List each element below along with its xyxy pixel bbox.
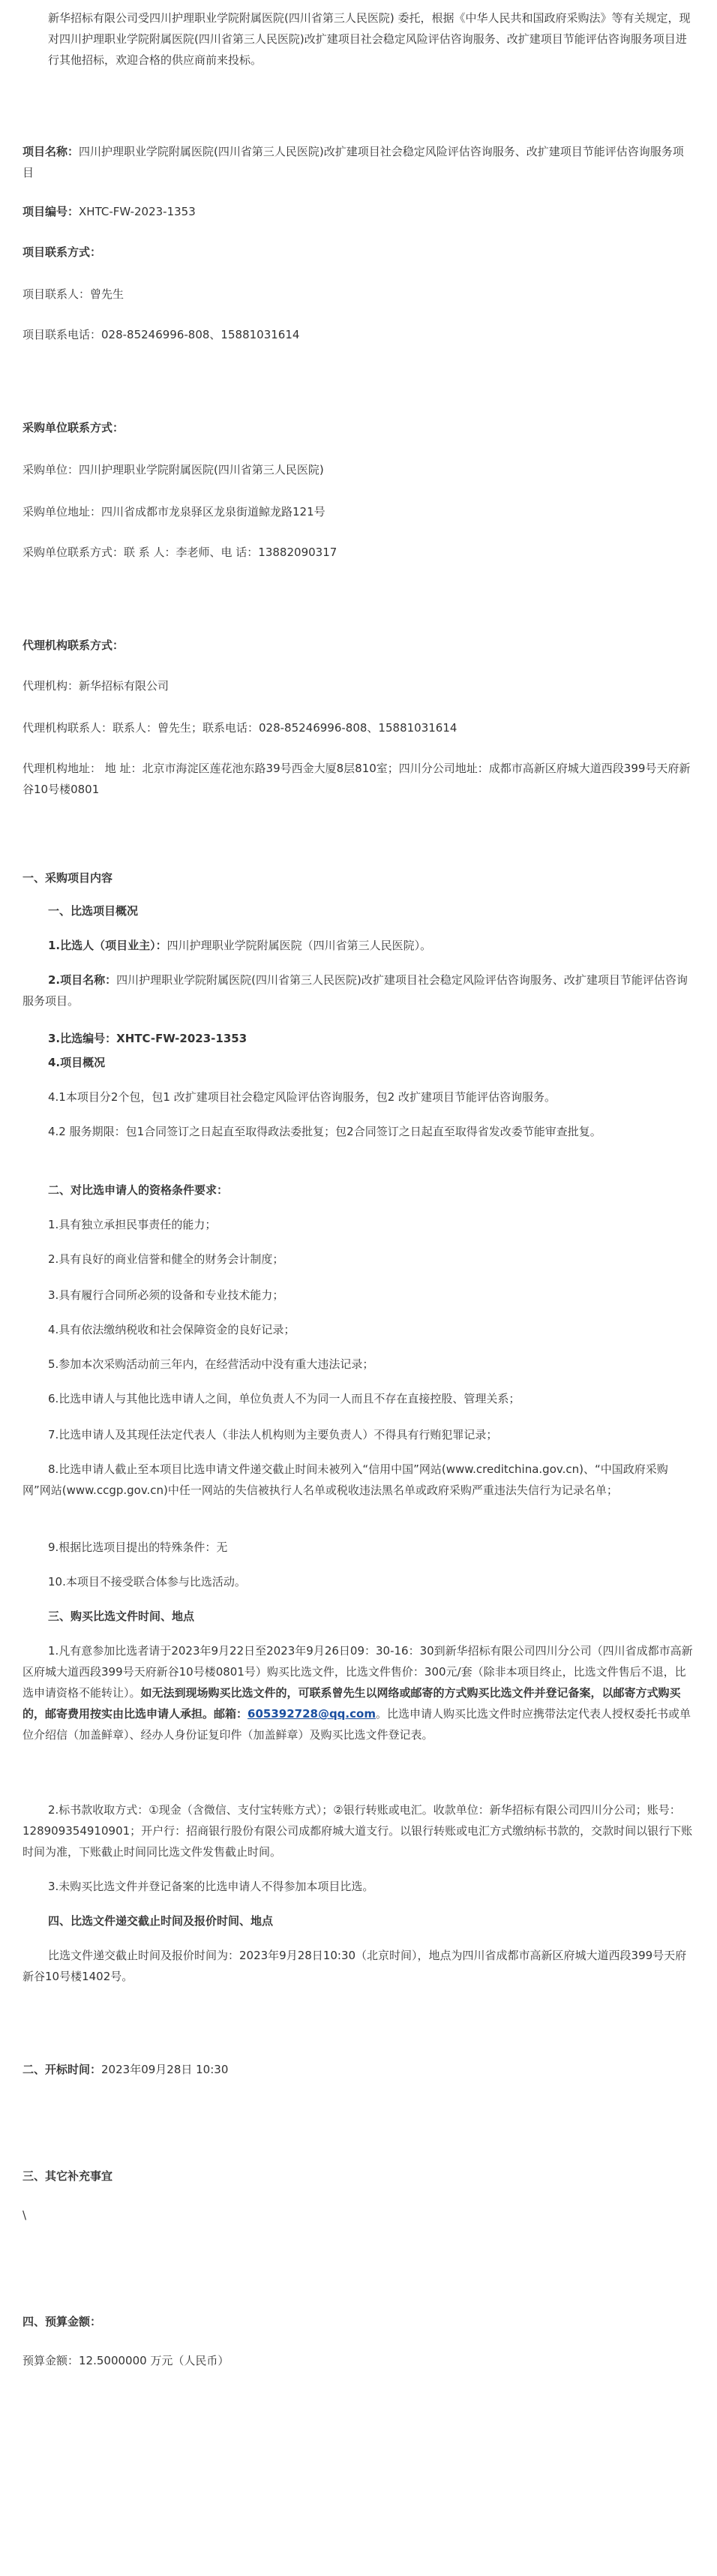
email-link[interactable]: 605392728@qq.com — [248, 1707, 376, 1721]
section-1-heading: 一、采购项目内容 — [22, 871, 113, 885]
project-contact-person: 项目联系人：曾先生 — [22, 287, 124, 301]
subsection-2-heading: 二、对比选申请人的资格条件要求： — [48, 1183, 229, 1197]
purchase-item-1-requirements: 。比选申请人购买比选文件时应携带法定代表人授权委托书或单位介绍信（加盖鲜章）、经办人身份证复印件（加盖鲜章）及购买比选文件登记表。 — [22, 1707, 691, 1742]
qualification-8: 8.比选申请人截止至本项目比选申请文件递交截止时间未被列入“信用中国”网站(www.creditchina.gov.cn)、“中国政府采购网”网站(www.ccgp.gov.cn)中任一网站的失信被执行人名单或税收违法黑名单或政府采购严重违法失信行为记录名单； — [22, 1462, 668, 1497]
opening-time-value: 2023年09月28日 10:30 — [101, 2063, 229, 2076]
agency-name: 代理机构：新华招标有限公司 — [22, 679, 170, 693]
project-contact-phone: 项目联系电话：028-85246996-808、15881031614 — [22, 328, 300, 341]
qualification-7: 7.比选申请人及其现任法定代表人（非法人机构则为主要负责人）不得具有行贿犯罪记录； — [48, 1428, 498, 1441]
purchaser-address: 采购单位地址：四川省成都市龙泉驿区龙泉街道鲸龙路121号 — [22, 505, 326, 519]
item-1 — [48, 935, 694, 956]
purchaser-contact: 采购单位联系方式：联 系 人：李老师、电 话：13882090317 — [22, 546, 338, 559]
qualification-3: 3.具有履行合同所必须的设备和专业技术能力； — [48, 1288, 284, 1302]
opening-time — [22, 2059, 694, 2080]
project-code-value: XHTC-FW-2023-1353 — [79, 205, 196, 218]
qualification-1: 1.具有独立承担民事责任的能力； — [48, 1218, 217, 1231]
purchase-item-2: 2.标书款收取方式：①现金（含微信、支付宝转账方式）；②银行转账或电汇。收款单位：新华招标有限公司四川分公司；账号：128909354910901；开户行：招商银行股份有限公司成都府城大道支行。以银行转账或电汇方式缴纳标书款的，交款时间以银行下账时间为准，下账截止时间同比选文件发售截止时间。 — [22, 1803, 693, 1859]
agency-address: 代理机构地址： 地 址：北京市海淀区莲花池东路39号西金大厦8层810室；四川分公司地址：成都市高新区府城大道西段399号天府新谷10号楼0801 — [22, 762, 691, 796]
qualification-4: 4.具有依法缴纳税收和社会保障资金的良好记录； — [48, 1323, 296, 1336]
section-4-heading: 四、预算金额： — [22, 2315, 102, 2328]
purchase-item-1 — [22, 1640, 694, 1745]
project-contact-heading: 项目联系方式： — [22, 245, 102, 259]
project-code-label: 项目编号： — [22, 205, 80, 218]
item-4-2: 4.2 服务期限：包1合同签订之日起直至取得政法委批复；包2合同签订之日起直至取得省发改委节能审查批复。 — [48, 1125, 602, 1138]
item-3: 3.比选编号：XHTC-FW-2023-1353 — [48, 1032, 248, 1045]
qualification-2: 2.具有良好的商业信誉和健全的财务会计制度； — [48, 1252, 284, 1266]
qualification-5: 5.参加本次采购活动前三年内，在经营活动中没有重大违法记录； — [48, 1357, 374, 1371]
item-4-1: 4.1本项目分2个包，包1 改扩建项目社会稳定风险评估咨询服务，包2 改扩建项目节能评估咨询服务。 — [48, 1090, 556, 1104]
intro-paragraph: 新华招标有限公司受四川护理职业学院附属医院(四川省第三人民医院) 委托，根据《中华人民共和国政府采购法》等有关规定，现对四川护理职业学院附属医院(四川省第三人民医院)改扩建项目社会稳定风险评估咨询服务、改扩建项目节能评估咨询服务项目进行其他招标，欢迎合格的供应商前来投标。 — [48, 11, 691, 67]
item-2-value: 四川护理职业学院附属医院(四川省第三人民医院)改扩建项目社会稳定风险评估咨询服务、改扩建项目节能评估咨询服务项目。 — [22, 973, 688, 1008]
agency-contact: 代理机构联系人：联系人：曾先生；联系电话：028-85246996-808、15881031614 — [22, 721, 458, 735]
purchase-item-3: 3.未购买比选文件并登记备案的比选申请人不得参加本项目比选。 — [48, 1880, 374, 1893]
item-4: 4.项目概况 — [48, 1056, 106, 1069]
purchaser-heading: 采购单位联系方式： — [22, 421, 124, 434]
section-3-content: \ — [22, 2208, 27, 2222]
qualification-10: 10.本项目不接受联合体参与比选活动。 — [48, 1575, 246, 1589]
purchase-item-1-notice: 如无法到现场购买比选文件的，可联系曾先生以网络或邮寄的方式购买比选文件并登记备案，以邮寄方式购买的，邮寄费用按实由比选申请人承担。邮箱： — [22, 1686, 681, 1721]
project-name-label: 项目名称： — [22, 145, 80, 158]
section-3-heading: 三、其它补充事宜 — [22, 2169, 113, 2183]
deadline-paragraph: 比选文件递交截止时间及报价时间为：2023年9月28日10:30（北京时间），地点为四川省成都市高新区府城大道西段399号天府新谷10号楼1402号。 — [22, 1949, 687, 1983]
item-1-label: 1.比选人（项目业主）： — [48, 939, 167, 952]
subsection-4-heading: 四、比选文件递交截止时间及报价时间、地点 — [48, 1914, 274, 1928]
qualification-9: 9.根据比选项目提出的特殊条件：无 — [48, 1540, 228, 1554]
purchase-item-1-text: 1.凡有意参加比选者请于2023年9月22日至2023年9月26日09：30-16：30到新华招标有限公司四川分公司（四川省成都市高新区府城大道西段399号天府新谷10号楼0801号）购买比选文件，比选文件售价：300元/套（除非本项目终止，比选文件售后不退，比选申请资格不能转让）。 — [22, 1644, 693, 1700]
item-2 — [22, 969, 694, 1011]
qualification-6: 6.比选申请人与其他比选申请人之间，单位负责人不为同一人而且不存在直接控股、管理关系； — [48, 1392, 520, 1405]
project-name-value: 四川护理职业学院附属医院(四川省第三人民医院)改扩建项目社会稳定风险评估咨询服务、改扩建项目节能评估咨询服务项目 — [22, 145, 684, 179]
project-name — [22, 141, 694, 183]
agency-heading: 代理机构联系方式： — [22, 639, 124, 652]
subsection-3-heading: 三、购买比选文件时间、地点 — [48, 1610, 195, 1623]
opening-time-label: 二、开标时间： — [22, 2063, 102, 2076]
item-1-value: 四川护理职业学院附属医院（四川省第三人民医院）。 — [166, 939, 432, 952]
budget-amount: 预算金额：12.5000000 万元（人民币） — [22, 2354, 230, 2367]
subsection-1-heading: 一、比选项目概况 — [48, 904, 139, 918]
project-code — [22, 201, 694, 222]
purchaser-unit: 采购单位：四川护理职业学院附属医院(四川省第三人民医院) — [22, 463, 324, 476]
item-2-label: 2.项目名称： — [48, 973, 117, 987]
